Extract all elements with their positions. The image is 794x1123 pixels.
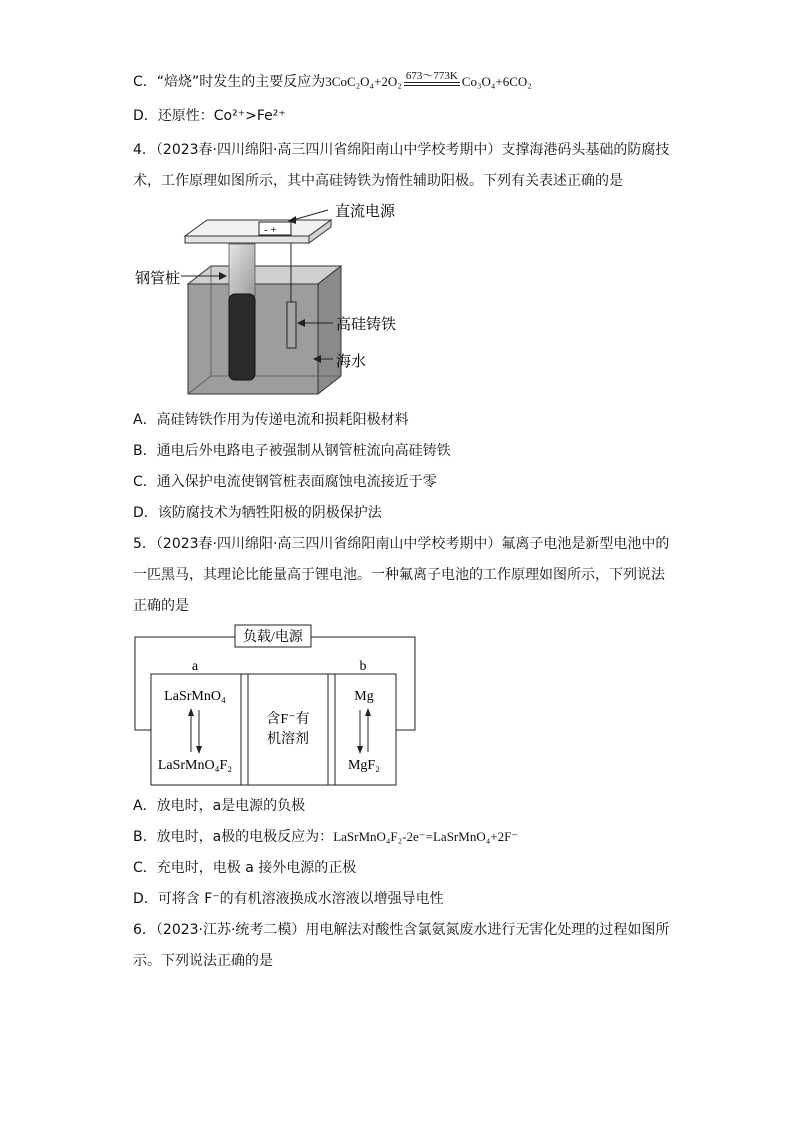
electrode-b-bottom: MgF₂ <box>347 758 381 773</box>
q3-option-c-products: Co₃O₄+6CO₂ <box>461 74 532 89</box>
q5-option-b-equation: LaSrMnO₄F₂-2e⁻=LaSrMnO₄+2F⁻ <box>333 829 519 844</box>
q5-stem-line1: 5．（2023春·四川绵阳·高三四川省绵阳南山中学校考期中）氟离子电池是新型电池中的 <box>133 536 670 552</box>
steel-pile-submerged <box>229 294 255 380</box>
label-steel-pile: 钢管桩 <box>135 271 181 287</box>
q3-option-c <box>133 70 532 94</box>
electrode-b-label: b <box>359 659 367 674</box>
q4-option-c: C．通入保护电流使钢管桩表面腐蚀电流接近于零 <box>133 474 437 490</box>
power-board <box>185 220 331 236</box>
q3-option-d: D．还原性：Co²⁺>Fe²⁺ <box>133 108 286 124</box>
q4-option-d: D．该防腐技术为牺牲阳极的阴极保护法 <box>133 505 382 521</box>
electrolyte-line2: 机溶剂 <box>267 732 309 747</box>
label-silicon-iron: 高硅铸铁 <box>336 317 397 333</box>
q6-stem-line1: 6．（2023·江苏·统考二模）用电解法对酸性含氯氨氮废水进行无害化处理的过程如图所 <box>133 922 670 938</box>
q3-condition-text: 673～773K <box>405 70 458 82</box>
label-seawater: 海水 <box>336 354 367 370</box>
label-dc-power: 直流电源 <box>335 204 396 220</box>
q5-stem-line2: 一匹黑马，其理论比能量高于锂电池。一种氟离子电池的工作原理如图所示，下列说法 <box>133 567 665 583</box>
q5-option-b <box>133 827 518 847</box>
electrode-a-top: LaSrMnO₄ <box>164 689 226 704</box>
q5-option-b-prefix: B．放电时，a极的电极反应为： <box>133 829 334 845</box>
electrolyte-line1: 含F⁻有 <box>266 712 310 727</box>
q4-stem-line1: 4．（2023春·四川绵阳·高三四川省绵阳南山中学校考期中）支撑海港码头基础的防腐技 <box>133 142 670 158</box>
electrode-a-label: a <box>191 659 199 674</box>
q5-figure <box>133 622 418 790</box>
q5-stem-line3: 正确的是 <box>133 598 189 614</box>
q3-option-c-prefix: C．“焙烧”时发生的主要反应为 <box>133 74 326 90</box>
q4-figure <box>133 196 423 406</box>
power-terminal-signs: - + <box>264 224 277 236</box>
electrode-b-top: Mg <box>354 689 374 704</box>
q4-stem-line2: 术，工作原理如图所示，其中高硅铸铁为惰性辅助阳极。下列有关表述正确的是 <box>133 173 623 189</box>
q5-option-c: C．充电时，电极 a 接外电源的正极 <box>133 860 357 876</box>
steel-pile-upper <box>229 244 255 296</box>
q5-option-a: A．放电时，a是电源的负极 <box>133 798 306 814</box>
load-power-label: 负载/电源 <box>243 630 303 645</box>
electrode-a-bottom: LaSrMnO₄F₂ <box>157 758 233 773</box>
q4-option-a: A．高硅铸铁作用为传递电流和损耗阳极材料 <box>133 412 409 428</box>
q3-option-c-reactants: 3CoC₂O₄+2O₂ <box>325 74 402 89</box>
q5-option-d: D．可将含 F⁻的有机溶液换成水溶液以增强导电性 <box>133 891 444 907</box>
silicon-iron-electrode <box>287 302 296 348</box>
q4-option-b: B．通电后外电路电子被强制从钢管桩流向高硅铸铁 <box>133 443 451 459</box>
q6-stem-line2: 示。下列说法正确的是 <box>133 953 273 969</box>
q3-reaction-condition <box>404 70 460 94</box>
